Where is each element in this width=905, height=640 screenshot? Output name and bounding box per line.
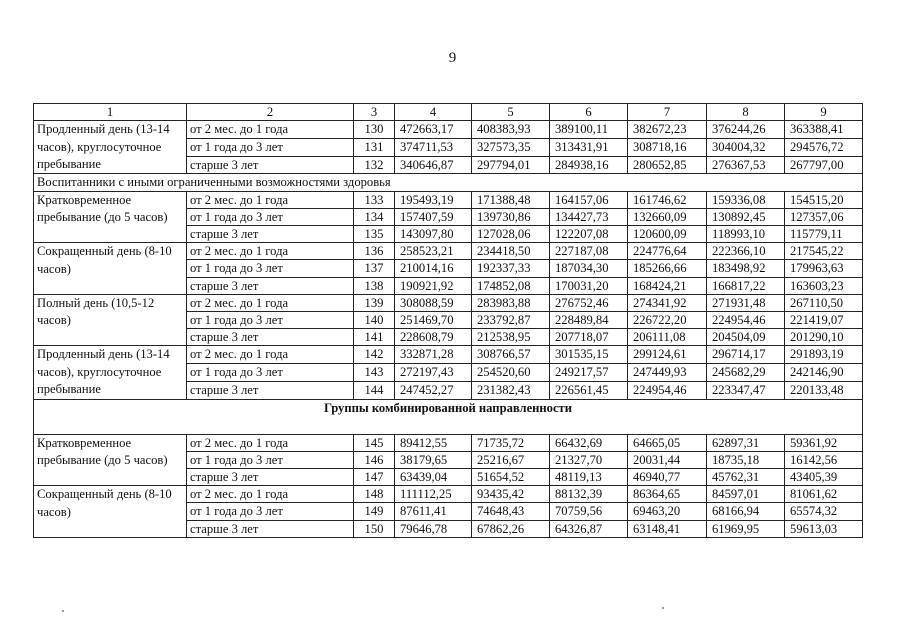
value-cell: 88132,39 (550, 486, 628, 503)
group-label: Продленный день (13-14 часов), круглосуточное пребывание (34, 346, 187, 399)
value-cell: 267797,00 (785, 156, 863, 174)
value-cell: 228608,79 (395, 329, 472, 346)
row-code-cell: 132 (354, 156, 395, 174)
value-cell: 67862,26 (472, 520, 550, 537)
age-cell: старше 3 лет (187, 381, 354, 399)
value-cell: 408383,93 (472, 121, 550, 139)
value-cell: 183498,92 (707, 260, 785, 277)
value-cell: 84597,01 (707, 486, 785, 503)
age-cell: старше 3 лет (187, 156, 354, 174)
value-cell: 249217,57 (550, 364, 628, 382)
value-cell: 247452,27 (395, 381, 472, 399)
row-code-cell: 150 (354, 520, 395, 537)
value-cell: 332871,28 (395, 346, 472, 364)
value-cell: 267110,50 (785, 294, 863, 311)
value-cell: 254520,60 (472, 364, 550, 382)
value-cell: 127028,06 (472, 226, 550, 243)
value-cell: 221419,07 (785, 312, 863, 329)
table-body (34, 104, 863, 538)
row-code-cell: 138 (354, 277, 395, 294)
section-row (34, 399, 863, 434)
value-cell: 283983,88 (472, 294, 550, 311)
value-cell: 157407,59 (395, 208, 472, 225)
value-cell: 69463,20 (628, 503, 707, 520)
value-cell: 308088,59 (395, 294, 472, 311)
value-cell: 68166,94 (707, 503, 785, 520)
value-cell: 174852,08 (472, 277, 550, 294)
value-cell: 163603,23 (785, 277, 863, 294)
value-cell: 234418,50 (472, 243, 550, 260)
value-cell: 217545,22 (785, 243, 863, 260)
value-cell: 280652,85 (628, 156, 707, 174)
value-cell: 16142,56 (785, 451, 863, 468)
page-number: 9 (448, 50, 457, 66)
header-cell: 2 (187, 104, 354, 121)
value-cell: 164157,06 (550, 191, 628, 208)
scan-speck (62, 610, 64, 612)
value-cell: 222366,10 (707, 243, 785, 260)
value-cell: 210014,16 (395, 260, 472, 277)
value-cell: 276752,46 (550, 294, 628, 311)
value-cell: 48119,13 (550, 469, 628, 486)
value-cell: 195493,19 (395, 191, 472, 208)
value-cell: 171388,48 (472, 191, 550, 208)
value-cell: 363388,41 (785, 121, 863, 139)
value-cell: 258523,21 (395, 243, 472, 260)
row-code-cell: 144 (354, 381, 395, 399)
value-cell: 308718,16 (628, 138, 707, 156)
age-cell: от 2 мес. до 1 года (187, 434, 354, 451)
value-cell: 224776,64 (628, 243, 707, 260)
value-cell: 304004,32 (707, 138, 785, 156)
value-cell: 299124,61 (628, 346, 707, 364)
table-row (34, 243, 863, 260)
age-cell: от 1 года до 3 лет (187, 138, 354, 156)
age-cell: от 2 мес. до 1 года (187, 191, 354, 208)
value-cell: 64665,05 (628, 434, 707, 451)
header-cell: 8 (707, 104, 785, 121)
table-row (34, 434, 863, 451)
value-cell: 294576,72 (785, 138, 863, 156)
value-cell: 228489,84 (550, 312, 628, 329)
value-cell: 179963,63 (785, 260, 863, 277)
value-cell: 87611,41 (395, 503, 472, 520)
row-code-cell: 131 (354, 138, 395, 156)
value-cell: 70759,56 (550, 503, 628, 520)
age-cell: старше 3 лет (187, 469, 354, 486)
value-cell: 63439,04 (395, 469, 472, 486)
value-cell: 231382,43 (472, 381, 550, 399)
value-cell: 313431,91 (550, 138, 628, 156)
scan-speck (662, 607, 664, 609)
value-cell: 79646,78 (395, 520, 472, 537)
value-cell: 21327,70 (550, 451, 628, 468)
value-cell: 43405,39 (785, 469, 863, 486)
row-code-cell: 139 (354, 294, 395, 311)
row-code-cell: 133 (354, 191, 395, 208)
row-code-cell: 134 (354, 208, 395, 225)
header-cell: 4 (395, 104, 472, 121)
value-cell: 327573,35 (472, 138, 550, 156)
table-row (34, 191, 863, 208)
value-cell: 139730,86 (472, 208, 550, 225)
age-cell: от 1 года до 3 лет (187, 312, 354, 329)
group-label: Кратковременное пребывание (до 5 часов) (34, 434, 187, 486)
table-row (34, 121, 863, 139)
age-cell: от 2 мес. до 1 года (187, 294, 354, 311)
value-cell: 376244,26 (707, 121, 785, 139)
row-code-cell: 143 (354, 364, 395, 382)
row-code-cell: 146 (354, 451, 395, 468)
group-label: Продленный день (13-14 часов), круглосуточное пребывание (34, 121, 187, 174)
value-cell: 223347,47 (707, 381, 785, 399)
age-cell: от 1 года до 3 лет (187, 503, 354, 520)
value-cell: 118993,10 (707, 226, 785, 243)
age-cell: от 1 года до 3 лет (187, 260, 354, 277)
value-cell: 111112,25 (395, 486, 472, 503)
value-cell: 276367,53 (707, 156, 785, 174)
value-cell: 86364,65 (628, 486, 707, 503)
value-cell: 206111,08 (628, 329, 707, 346)
age-cell: от 2 мес. до 1 года (187, 121, 354, 139)
group-label: Кратковременное пребывание (до 5 часов) (34, 191, 187, 243)
value-cell: 308766,57 (472, 346, 550, 364)
value-cell: 18735,18 (707, 451, 785, 468)
age-cell: от 2 мес. до 1 года (187, 243, 354, 260)
value-cell: 226722,20 (628, 312, 707, 329)
header-cell: 7 (628, 104, 707, 121)
value-cell: 120600,09 (628, 226, 707, 243)
table-row (34, 346, 863, 364)
value-cell: 38179,65 (395, 451, 472, 468)
value-cell: 64326,87 (550, 520, 628, 537)
value-cell: 212538,95 (472, 329, 550, 346)
value-cell: 25216,67 (472, 451, 550, 468)
row-code-cell: 147 (354, 469, 395, 486)
value-cell: 51654,52 (472, 469, 550, 486)
value-cell: 233792,87 (472, 312, 550, 329)
value-cell: 130892,45 (707, 208, 785, 225)
value-cell: 227187,08 (550, 243, 628, 260)
group-label: Сокращенный день (8-10 часов) (34, 486, 187, 538)
section-row (34, 174, 863, 191)
value-cell: 89412,55 (395, 434, 472, 451)
row-code-cell: 135 (354, 226, 395, 243)
value-cell: 284938,16 (550, 156, 628, 174)
value-cell: 207718,07 (550, 329, 628, 346)
value-cell: 46940,77 (628, 469, 707, 486)
value-cell: 192337,33 (472, 260, 550, 277)
value-cell: 66432,69 (550, 434, 628, 451)
age-cell: старше 3 лет (187, 329, 354, 346)
value-cell: 161746,62 (628, 191, 707, 208)
value-cell: 132660,09 (628, 208, 707, 225)
section-title: Воспитанники с иными ограниченными возможностями здоровья (34, 174, 863, 191)
value-cell: 115779,11 (785, 226, 863, 243)
age-cell: от 1 года до 3 лет (187, 364, 354, 382)
value-cell: 389100,11 (550, 121, 628, 139)
value-cell: 251469,70 (395, 312, 472, 329)
value-cell: 382672,23 (628, 121, 707, 139)
age-cell: от 2 мес. до 1 года (187, 486, 354, 503)
value-cell: 272197,43 (395, 364, 472, 382)
value-cell: 71735,72 (472, 434, 550, 451)
value-cell: 62897,31 (707, 434, 785, 451)
value-cell: 242146,90 (785, 364, 863, 382)
value-cell: 59361,92 (785, 434, 863, 451)
group-label: Сокращенный день (8-10 часов) (34, 243, 187, 295)
value-cell: 274341,92 (628, 294, 707, 311)
value-cell: 201290,10 (785, 329, 863, 346)
value-cell: 81061,62 (785, 486, 863, 503)
age-cell: старше 3 лет (187, 226, 354, 243)
value-cell: 271931,48 (707, 294, 785, 311)
value-cell: 224954,46 (707, 312, 785, 329)
group-label: Полный день (10,5-12 часов) (34, 294, 187, 346)
age-cell: от 2 мес. до 1 года (187, 346, 354, 364)
value-cell: 122207,08 (550, 226, 628, 243)
row-code-cell: 148 (354, 486, 395, 503)
value-cell: 190921,92 (395, 277, 472, 294)
value-cell: 220133,48 (785, 381, 863, 399)
value-cell: 472663,17 (395, 121, 472, 139)
value-cell: 45762,31 (707, 469, 785, 486)
value-cell: 166817,22 (707, 277, 785, 294)
row-code-cell: 137 (354, 260, 395, 277)
value-cell: 226561,45 (550, 381, 628, 399)
value-cell: 374711,53 (395, 138, 472, 156)
age-cell: старше 3 лет (187, 520, 354, 537)
value-cell: 301535,15 (550, 346, 628, 364)
value-cell: 170031,20 (550, 277, 628, 294)
row-code-cell: 136 (354, 243, 395, 260)
value-cell: 74648,43 (472, 503, 550, 520)
header-cell: 6 (550, 104, 628, 121)
value-cell: 63148,41 (628, 520, 707, 537)
row-code-cell: 149 (354, 503, 395, 520)
age-cell: от 1 года до 3 лет (187, 451, 354, 468)
value-cell: 134427,73 (550, 208, 628, 225)
value-cell: 127357,06 (785, 208, 863, 225)
value-cell: 65574,32 (785, 503, 863, 520)
value-cell: 224954,46 (628, 381, 707, 399)
value-cell: 61969,95 (707, 520, 785, 537)
value-cell: 159336,08 (707, 191, 785, 208)
value-cell: 297794,01 (472, 156, 550, 174)
header-cell: 5 (472, 104, 550, 121)
age-cell: от 1 года до 3 лет (187, 208, 354, 225)
value-cell: 59613,03 (785, 520, 863, 537)
value-cell: 340646,87 (395, 156, 472, 174)
row-code-cell: 142 (354, 346, 395, 364)
row-code-cell: 130 (354, 121, 395, 139)
age-cell: старше 3 лет (187, 277, 354, 294)
header-cell: 1 (34, 104, 187, 121)
header-cell: 9 (785, 104, 863, 121)
table-row (34, 294, 863, 311)
row-code-cell: 140 (354, 312, 395, 329)
value-cell: 247449,93 (628, 364, 707, 382)
value-cell: 204504,09 (707, 329, 785, 346)
section-title-bold: Группы комбинированной направленности (34, 399, 863, 434)
value-cell: 154515,20 (785, 191, 863, 208)
value-cell: 168424,21 (628, 277, 707, 294)
row-code-cell: 141 (354, 329, 395, 346)
value-cell: 143097,80 (395, 226, 472, 243)
table-row (34, 486, 863, 503)
tariff-table (33, 103, 863, 538)
table-header-row (34, 104, 863, 121)
value-cell: 291893,19 (785, 346, 863, 364)
value-cell: 20031,44 (628, 451, 707, 468)
value-cell: 185266,66 (628, 260, 707, 277)
header-cell: 3 (354, 104, 395, 121)
row-code-cell: 145 (354, 434, 395, 451)
value-cell: 93435,42 (472, 486, 550, 503)
value-cell: 187034,30 (550, 260, 628, 277)
value-cell: 245682,29 (707, 364, 785, 382)
value-cell: 296714,17 (707, 346, 785, 364)
